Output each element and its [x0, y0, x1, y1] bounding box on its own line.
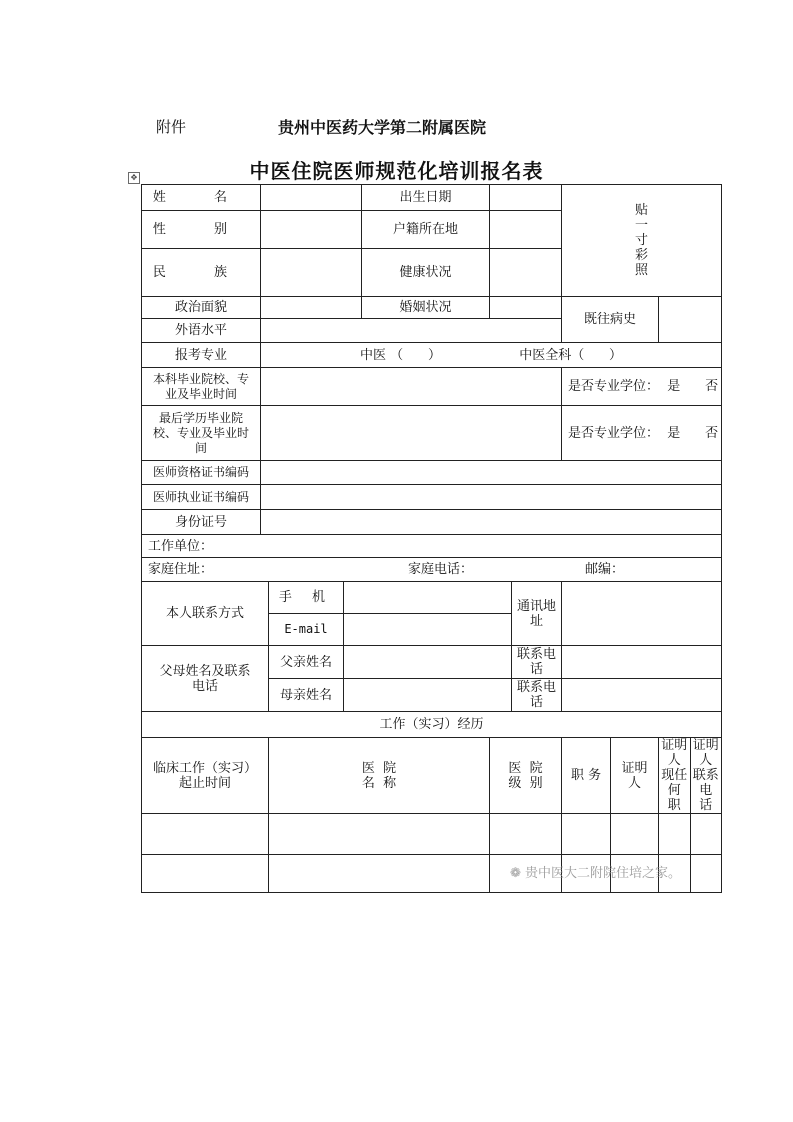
email-label: E-mail — [269, 614, 344, 646]
history-cell[interactable] — [659, 814, 722, 855]
col-hospital-name: 医 院 名 称 — [269, 738, 490, 814]
last-education-label: 最后学历毕业院 校、专业及毕业时 间 — [142, 406, 261, 461]
col-witness-current-job: 证明人 现任何 职 — [659, 738, 690, 813]
mother-name-field[interactable] — [344, 679, 512, 712]
mobile-label: 手 机 — [269, 582, 344, 614]
hukou-field[interactable] — [490, 211, 562, 249]
practice-cert-field[interactable] — [261, 485, 722, 510]
history-row[interactable] — [142, 814, 722, 855]
marriage-field[interactable] — [490, 297, 562, 319]
work-unit-field[interactable]: 工作单位： — [142, 535, 722, 558]
ethnicity-field[interactable] — [261, 249, 362, 297]
major-option-tcm[interactable]: 中医 （ ） — [360, 347, 441, 363]
home-address-label: 家庭住址： — [148, 562, 214, 577]
history-cell[interactable] — [142, 855, 269, 893]
parents-label: 父母姓名及联系 电话 — [142, 646, 269, 712]
col-witness-job-phone — [659, 738, 722, 814]
foreign-language-label: 外语水平 — [142, 319, 261, 343]
col-witness: 证明 人 — [611, 738, 659, 814]
marriage-label: 婚姻状况 — [362, 297, 490, 319]
col-period: 临床工作（实习） 起止时间 — [142, 738, 269, 814]
mother-label: 母亲姓名 — [269, 679, 344, 712]
photo-box[interactable]: 贴 一 寸 彩 照 — [562, 185, 722, 297]
gender-label: 性 别 — [142, 211, 261, 249]
history-cell[interactable] — [690, 855, 721, 892]
gender-field[interactable] — [261, 211, 362, 249]
political-field[interactable] — [261, 297, 362, 319]
history-cell[interactable] — [659, 814, 690, 854]
pro-degree-question-2[interactable]: 是否专业学位： 是 否 — [562, 406, 722, 461]
father-phone-label: 联系电话 — [512, 646, 562, 679]
father-phone-field[interactable] — [562, 646, 722, 679]
mailing-address-label: 通讯地址 — [512, 582, 562, 646]
birth-date-field[interactable] — [490, 185, 562, 211]
major-options[interactable] — [261, 343, 722, 368]
pro-degree-question-1[interactable]: 是否专业学位： 是 否 — [562, 368, 722, 406]
practice-cert-label: 医师执业证书编码 — [142, 485, 261, 510]
work-history-title: 工作（实习）经历 — [142, 712, 722, 738]
name-field[interactable] — [261, 185, 362, 211]
annex-label: 附件 — [156, 118, 187, 136]
mobile-field[interactable] — [344, 582, 512, 614]
medical-history-field[interactable] — [659, 297, 722, 343]
history-cell[interactable] — [142, 814, 269, 855]
qualification-cert-field[interactable] — [261, 461, 722, 485]
history-cell[interactable] — [562, 814, 611, 855]
father-name-field[interactable] — [344, 646, 512, 679]
mother-phone-label: 联系电话 — [512, 679, 562, 712]
last-education-field[interactable] — [261, 406, 562, 461]
health-field[interactable] — [490, 249, 562, 297]
hospital-name: 贵州中医药大学第二附属医院 — [278, 118, 487, 137]
wechat-icon: ❁ — [510, 866, 521, 881]
health-label: 健康状况 — [362, 249, 490, 297]
col-hospital-level: 医 院 级 别 — [490, 738, 562, 814]
id-number-label: 身份证号 — [142, 510, 261, 535]
watermark: ❁ 贵中医大二附院住培之家。 — [510, 866, 682, 881]
home-phone-label: 家庭电话： — [408, 562, 474, 577]
email-field[interactable] — [344, 614, 512, 646]
col-witness-phone: 证明人 联系电 话 — [692, 738, 719, 813]
history-cell[interactable] — [269, 814, 490, 855]
major-option-tcm-general[interactable]: 中医全科（ ） — [519, 347, 623, 363]
history-cell[interactable] — [269, 855, 490, 893]
mailing-address-field[interactable] — [562, 582, 722, 646]
history-cell[interactable] — [690, 814, 721, 854]
father-label: 父亲姓名 — [269, 646, 344, 679]
registration-form-table — [141, 184, 722, 893]
personal-contact-label: 本人联系方式 — [142, 582, 269, 646]
hukou-label: 户籍所在地 — [362, 211, 490, 249]
home-address-row[interactable] — [142, 558, 722, 582]
move-cross-icon[interactable]: ✥ — [128, 172, 140, 184]
foreign-language-field[interactable] — [261, 319, 562, 343]
major-label: 报考专业 — [142, 343, 261, 368]
history-cell[interactable] — [490, 814, 562, 855]
col-position: 职 务 — [562, 738, 611, 814]
mother-phone-field[interactable] — [562, 679, 722, 712]
undergrad-label: 本科毕业院校、专 业及毕业时间 — [142, 368, 261, 406]
political-label: 政治面貌 — [142, 297, 261, 319]
undergrad-field[interactable] — [261, 368, 562, 406]
id-number-field[interactable] — [261, 510, 722, 535]
form-title: 中医住院医师规范化培训报名表 — [249, 159, 544, 183]
birth-date-label: 出生日期 — [362, 185, 490, 211]
name-label: 姓 名 — [142, 185, 261, 211]
history-cell[interactable] — [611, 814, 659, 855]
qualification-cert-label: 医师资格证书编码 — [142, 461, 261, 485]
medical-history-label: 既往病史 — [562, 297, 659, 343]
postcode-label: 邮编： — [585, 562, 625, 577]
ethnicity-label: 民 族 — [142, 249, 261, 297]
